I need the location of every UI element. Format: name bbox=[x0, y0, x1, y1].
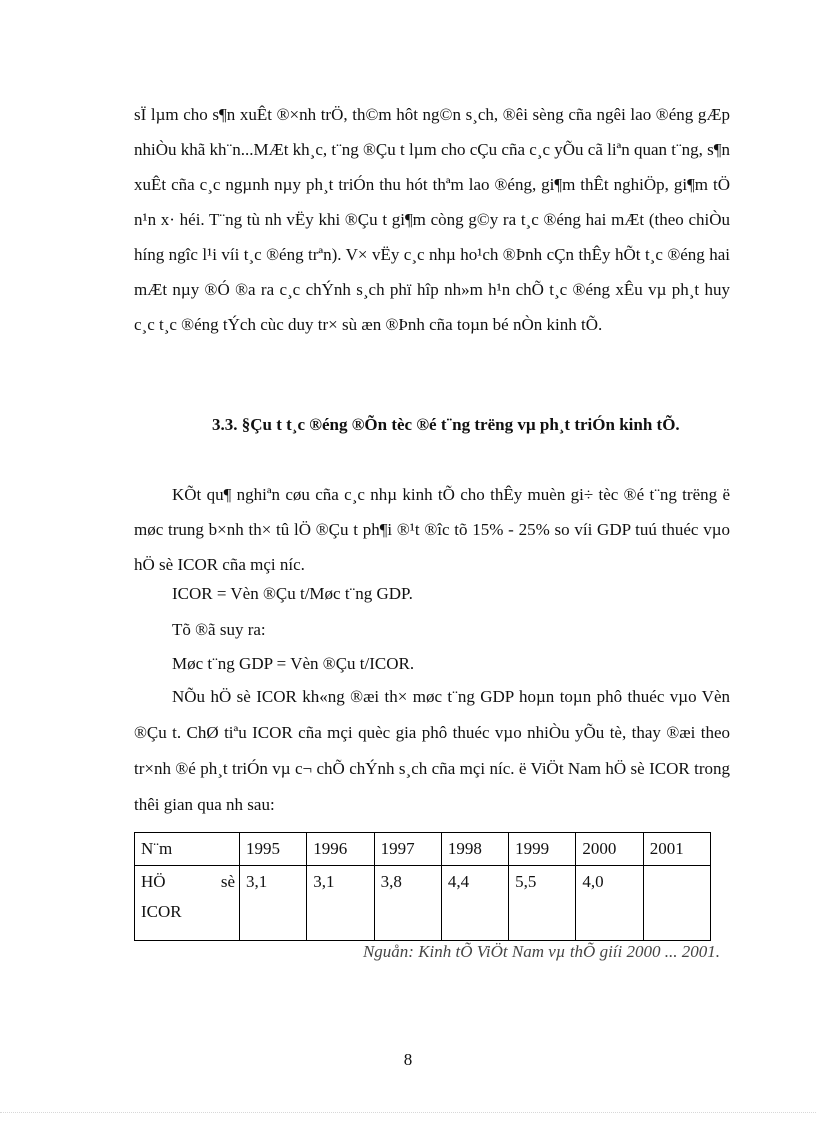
paragraph-1: sÏ lµm cho s¶n xuÊt ®×nh trÖ, th©m hôt ng©n s¸ch, ®êi sèng cña ngêi lao ®éng gÆp nhiÒu khã kh¨n...MÆt kh¸c, t¨ng ®Çu t lµm cho cÇu cña c¸c yÕu cã liªn quan t¨ng, s¶n xuÊt cña c¸c ngµnh nµy ph¸t triÓn thu hót thªm lao ®éng, gi¶m thÊt nghiÖp, gi¶m tÖ n¹n x· héi. T¨ng tù nh vËy khi ®Çu t gi¶m còng g©y ra t¸c ®éng hai mÆt (theo chiÒu híng ngîc l¹i víi t¸c ®éng trªn). V× vËy c¸c nhµ ho¹ch ®Þnh cÇn thÊy hÕt t¸c ®éng hai mÆt nµy ®Ó ®a ra c¸c chÝnh s¸ch phï hîp nh»m h¹n chÕ t¸c ®éng xÊu vµ ph¸t huy c¸c t¸c ®éng tÝch cùc duy tr× sù æn ®Þnh cña toµn bé nÒn kinh tÕ. bbox=[134, 105, 730, 334]
icor-table bbox=[134, 832, 711, 941]
section-heading: 3.3. §Çu t t¸c ®éng ®Õn tèc ®é t¨ng trëng vµ ph¸t triÓn kinh tÕ. bbox=[212, 415, 680, 434]
derivation-text: Tõ ®ã suy ra: bbox=[172, 620, 266, 639]
paragraph-2: KÕt qu¶ nghiªn cøu cña c¸c nhµ kinh tÕ cho thÊy muèn gi÷ tèc ®é t¨ng trëng ë møc trung b×nh th× tû lÖ ®Çu t ph¶i ®¹t ®îc tõ 15% - 25% so víi GDP tuú thuéc vµo hÖ sè ICOR cña mçi níc. bbox=[134, 485, 730, 574]
icor-value-cell bbox=[643, 866, 710, 941]
table-row-years bbox=[135, 833, 711, 866]
row-label-part: ICOR bbox=[141, 902, 182, 921]
icor-value-cell: 3,8 bbox=[374, 866, 441, 941]
year-cell: 1996 bbox=[307, 833, 374, 866]
year-cell: 1997 bbox=[374, 833, 441, 866]
table-header-label: N¨m bbox=[135, 833, 240, 866]
year-cell: 1998 bbox=[441, 833, 508, 866]
year-cell: 2000 bbox=[576, 833, 643, 866]
icor-value-cell: 4,4 bbox=[441, 866, 508, 941]
formula-gdp: Møc t¨ng GDP = Vèn ®Çu t/ICOR. bbox=[172, 654, 415, 673]
table-row-icor bbox=[135, 866, 711, 941]
paragraph-3: NÕu hÖ sè ICOR kh«ng ®æi th× møc t¨ng GDP hoµn toµn phô thuéc vµo Vèn ®Çu t. ChØ tiªu ICOR cña mçi quèc gia phô thuéc vµo nhiÒu yÕu tè, thay ®æi theo tr×nh ®é ph¸t triÓn vµ c¬ chÕ chÝnh s¸ch cña mçi níc. ë ViÖt Nam hÖ sè ICOR trong thêi gian qua nh sau: bbox=[134, 687, 730, 814]
year-cell: 2001 bbox=[643, 833, 710, 866]
row-label-part: sè bbox=[220, 872, 235, 891]
icor-value-cell: 4,0 bbox=[576, 866, 643, 941]
formula-icor: ICOR = Vèn ®Çu t/Møc t¨ng GDP. bbox=[172, 584, 413, 603]
page-number: 8 bbox=[403, 1050, 413, 1069]
table-row-label bbox=[135, 866, 240, 941]
icor-value-cell: 3,1 bbox=[240, 866, 307, 941]
year-cell: 1999 bbox=[509, 833, 576, 866]
icor-value-cell: 3,1 bbox=[307, 866, 374, 941]
page-bottom-divider bbox=[0, 1112, 816, 1113]
icor-value-cell: 5,5 bbox=[509, 866, 576, 941]
row-label-part: HÖ bbox=[141, 872, 166, 891]
table-source-note: Nguån: Kinh tÕ ViÖt Nam vµ thÕ giíi 2000 ... 2001. bbox=[362, 942, 720, 961]
year-cell: 1995 bbox=[240, 833, 307, 866]
